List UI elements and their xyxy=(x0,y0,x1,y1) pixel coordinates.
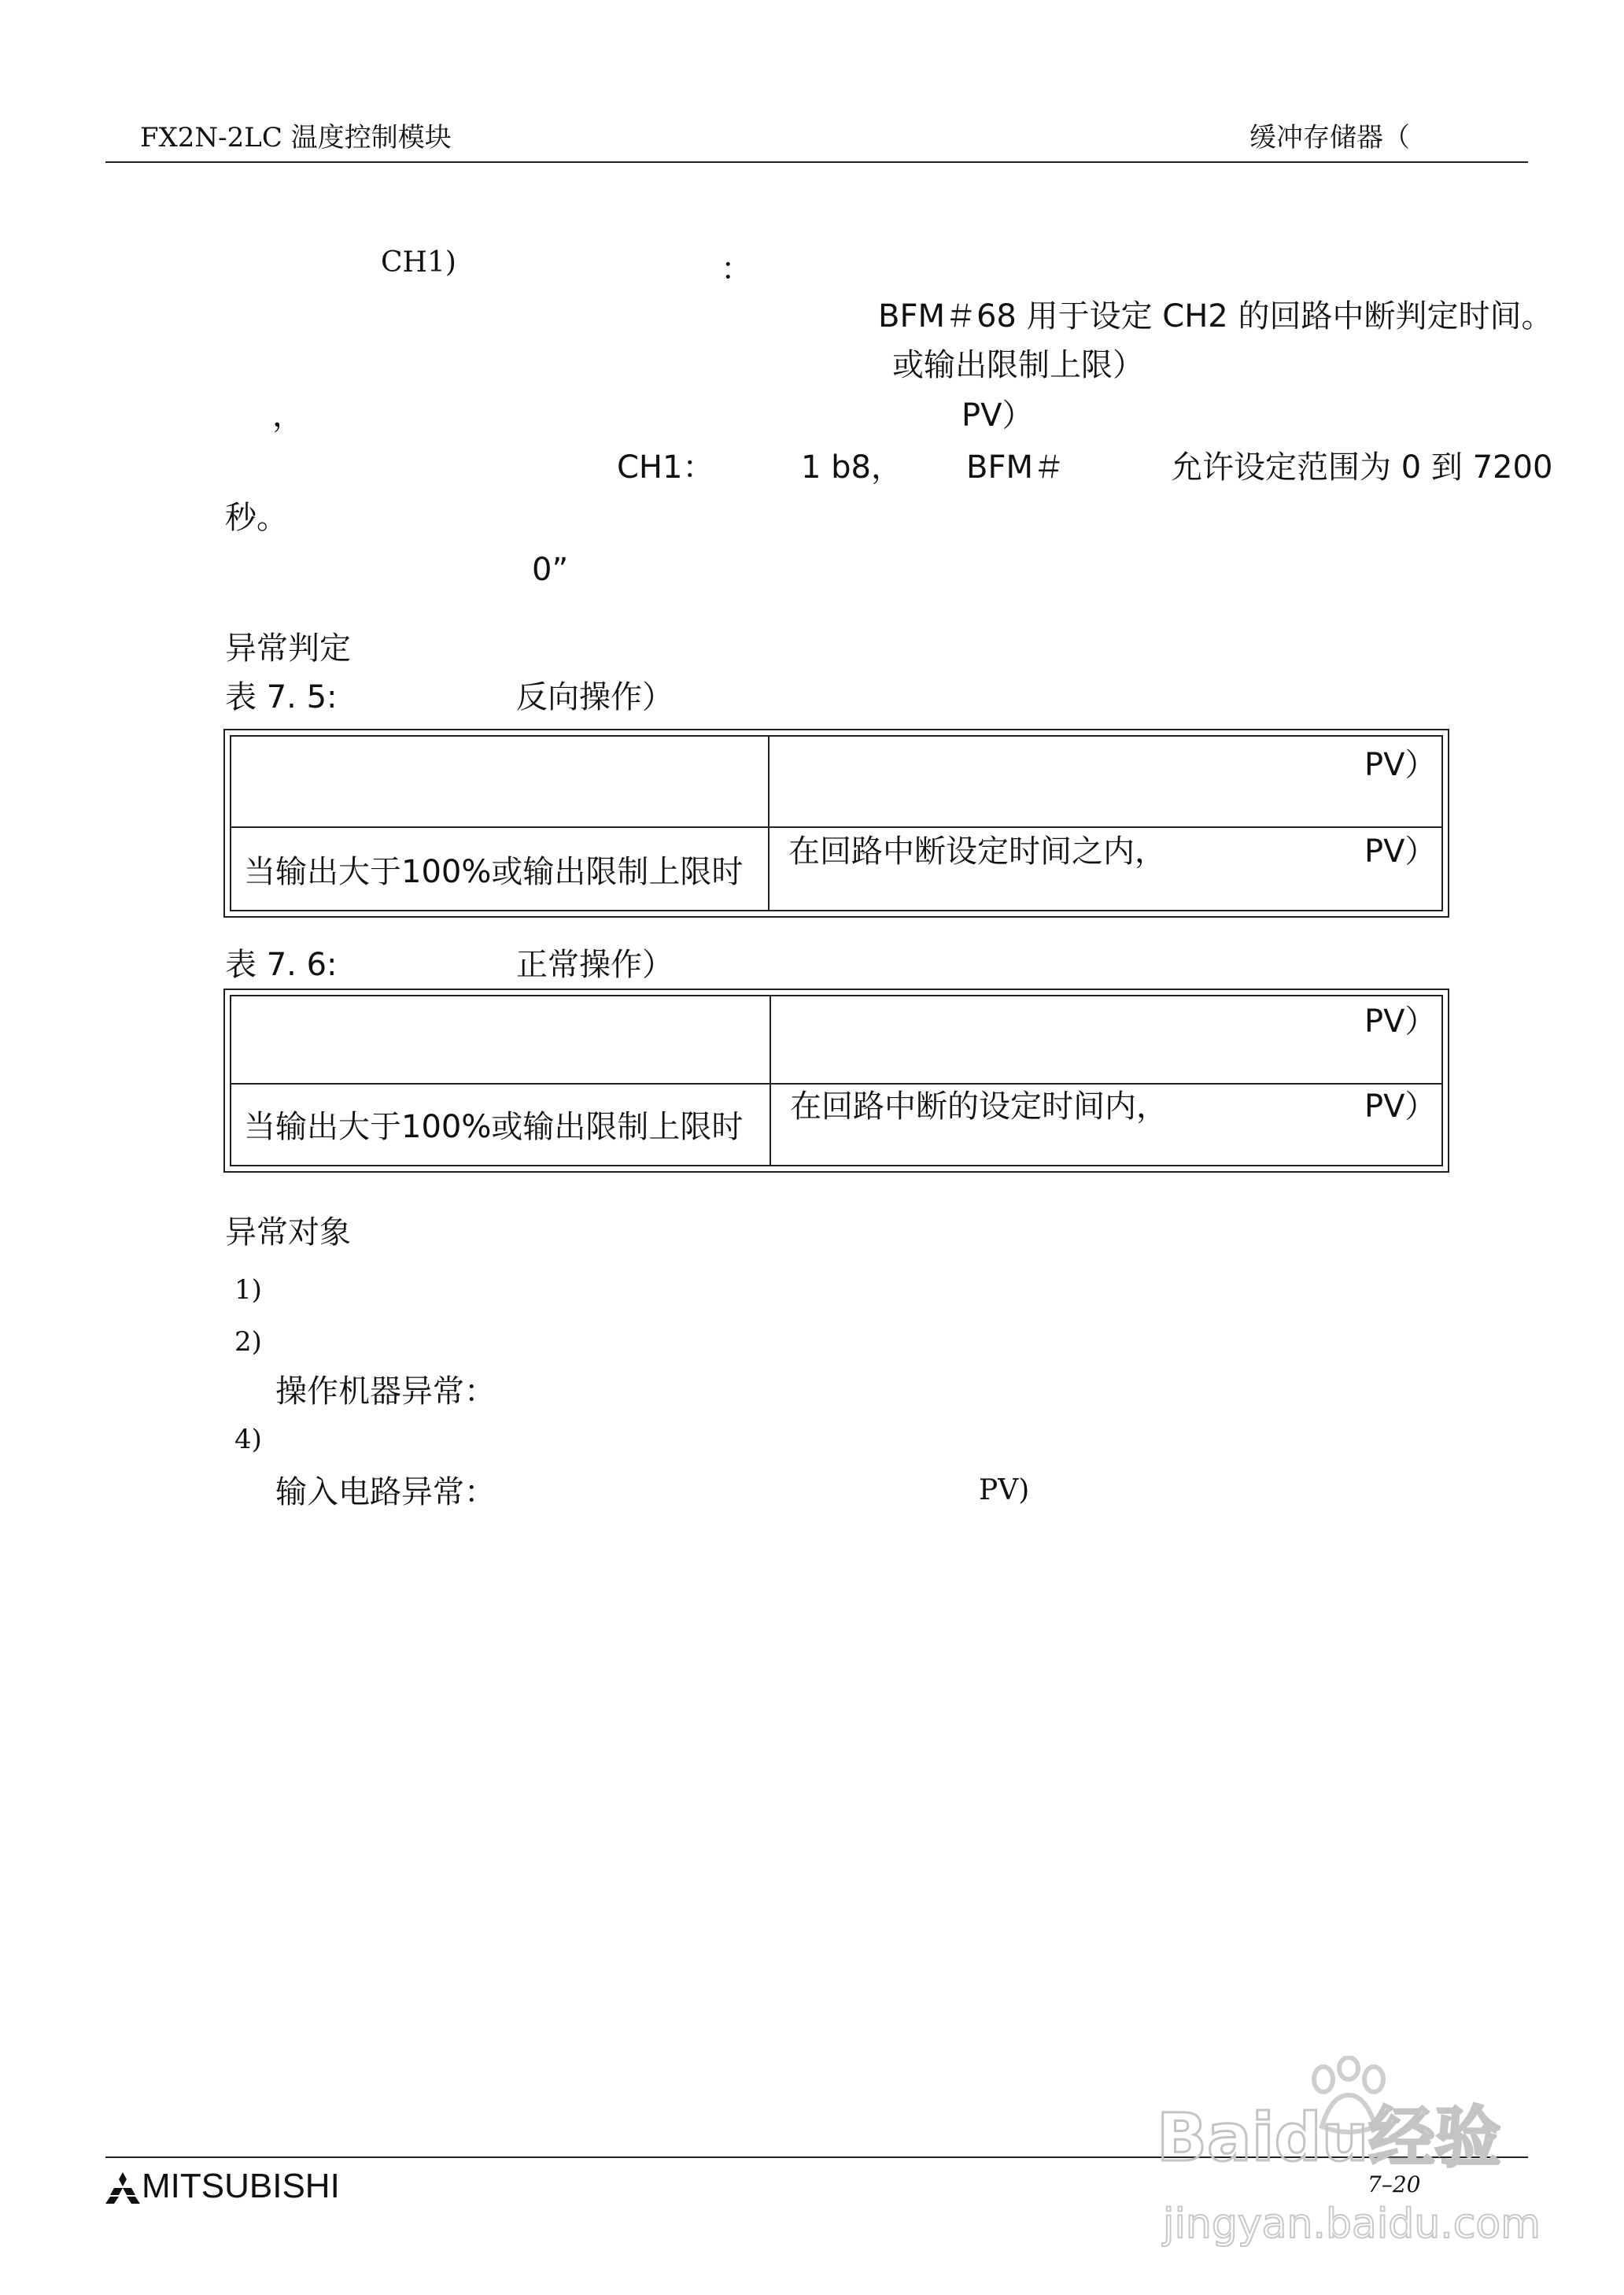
list-item-4-text: 输入电路异常： xyxy=(275,1474,496,1510)
body-line3: 或输出限制上限） xyxy=(892,347,1144,383)
table1-row2-right-a: 在回路中断设定时间之内， xyxy=(788,833,1166,870)
list-item-1-marker: 1) xyxy=(234,1274,262,1306)
table2-row2-right-a: 在回路中断的设定时间内， xyxy=(790,1088,1168,1125)
mitsubishi-logo-icon xyxy=(105,2172,140,2204)
body-line5-a: CH1： xyxy=(617,449,714,486)
body-line5-c: BFM＃ xyxy=(966,449,1065,486)
table-row-divider xyxy=(231,1083,1441,1085)
section-abnormal-objects: 异常对象 xyxy=(225,1214,351,1251)
table2-row2-right-b: PV） xyxy=(1364,1088,1437,1125)
table1-caption-label: 表 7. 5: xyxy=(225,679,338,715)
header-rule xyxy=(105,161,1528,163)
body-line4-b: PV） xyxy=(961,397,1034,434)
body-line2: BFM＃68 用于设定 CH2 的回路中断判定时间。 xyxy=(878,298,1553,334)
watermark-brand-du: du xyxy=(1274,2099,1369,2176)
table1-row1-right: PV） xyxy=(1364,747,1437,783)
list-item-4-marker: 4) xyxy=(234,1424,262,1455)
table1-caption-title: 反向操作） xyxy=(516,679,674,715)
body-line1-b: ： xyxy=(721,251,752,287)
table1-row2-right-b: PV） xyxy=(1364,833,1437,870)
list-item-2-text: 操作机器异常： xyxy=(275,1373,496,1410)
body-line4-a: ， xyxy=(272,397,304,434)
table-column-divider xyxy=(768,737,770,910)
table-7-6 xyxy=(223,989,1449,1173)
table2-caption-title: 正常操作） xyxy=(516,947,674,983)
table-7-5 xyxy=(223,729,1449,918)
header-right-title: 缓冲存储器（ xyxy=(1249,122,1410,153)
table1-row2-left: 当输出大于100%或输出限制上限时 xyxy=(244,854,744,890)
table2-caption-label: 表 7. 6: xyxy=(225,947,338,983)
watermark-brand xyxy=(1157,2099,1501,2176)
list-item-2-marker: 2) xyxy=(234,1326,262,1358)
body-line1-a: CH1) xyxy=(381,246,456,279)
body-line5-d: 允许设定范围为 0 到 7200 xyxy=(1171,449,1553,486)
body-line5-b: 1 b8， xyxy=(801,449,903,486)
body-line7: 0” xyxy=(532,552,569,588)
header-left-title: FX2N-2LC 温度控制模块 xyxy=(140,122,452,153)
table-column-divider xyxy=(770,996,771,1165)
watermark-url: jingyan.baidu.com xyxy=(1163,2201,1541,2248)
watermark-brand-jingyan: 经验 xyxy=(1368,2099,1501,2176)
body-line6: 秒。 xyxy=(225,500,288,536)
section-abnormal-judgment: 异常判定 xyxy=(225,630,351,667)
footer-brand: MITSUBISHI xyxy=(142,2167,340,2205)
watermark-brand-bai: Bai xyxy=(1157,2099,1275,2176)
footer-page-number: 7–20 xyxy=(1367,2171,1421,2197)
table-row-divider xyxy=(231,826,1441,828)
list-item-4-pv: PV) xyxy=(979,1474,1030,1506)
table2-row2-left: 当输出大于100%或输出限制上限时 xyxy=(244,1109,744,1145)
table2-row1-right: PV） xyxy=(1364,1003,1437,1040)
